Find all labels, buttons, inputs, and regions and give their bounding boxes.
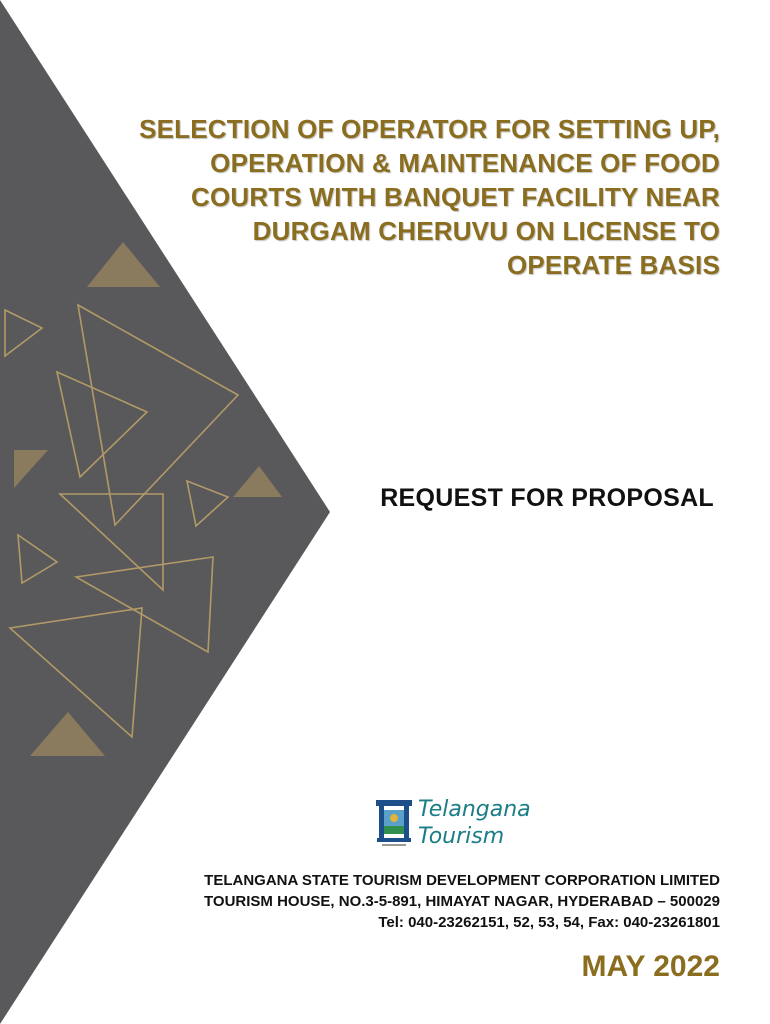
document-subtitle: REQUEST FOR PROPOSAL bbox=[380, 484, 714, 512]
charminar-logo-icon bbox=[374, 798, 414, 852]
title-line: OPERATE BASIS bbox=[506, 250, 720, 280]
organization-address: TOURISM HOUSE, NO.3-5-891, HIMAYAT NAGAR, HYDERABAD – 500029 bbox=[204, 893, 720, 910]
title-line: SELECTION OF OPERATOR FOR SETTING UP, bbox=[139, 114, 720, 144]
title-line: OPERATION & MAINTENANCE OF FOOD bbox=[210, 148, 720, 178]
organization-name: TELANGANA STATE TOURISM DEVELOPMENT CORPORATION LIMITED bbox=[204, 872, 720, 889]
telangana-tourism-logo bbox=[374, 796, 564, 856]
document-title bbox=[80, 112, 720, 282]
title-line: COURTS WITH BANQUET FACILITY NEAR bbox=[191, 182, 720, 212]
logo-line-2: Tourism bbox=[418, 824, 505, 849]
document-date: MAY 2022 bbox=[581, 950, 720, 983]
logo-line-1: Telangana bbox=[418, 797, 531, 822]
title-line: DURGAM CHERUVU ON LICENSE TO bbox=[252, 216, 720, 246]
organization-contact: Tel: 040-23262151, 52, 53, 54, Fax: 040-23261801 bbox=[378, 914, 720, 931]
logo-wordmark bbox=[418, 796, 531, 850]
organization-block bbox=[204, 870, 720, 933]
